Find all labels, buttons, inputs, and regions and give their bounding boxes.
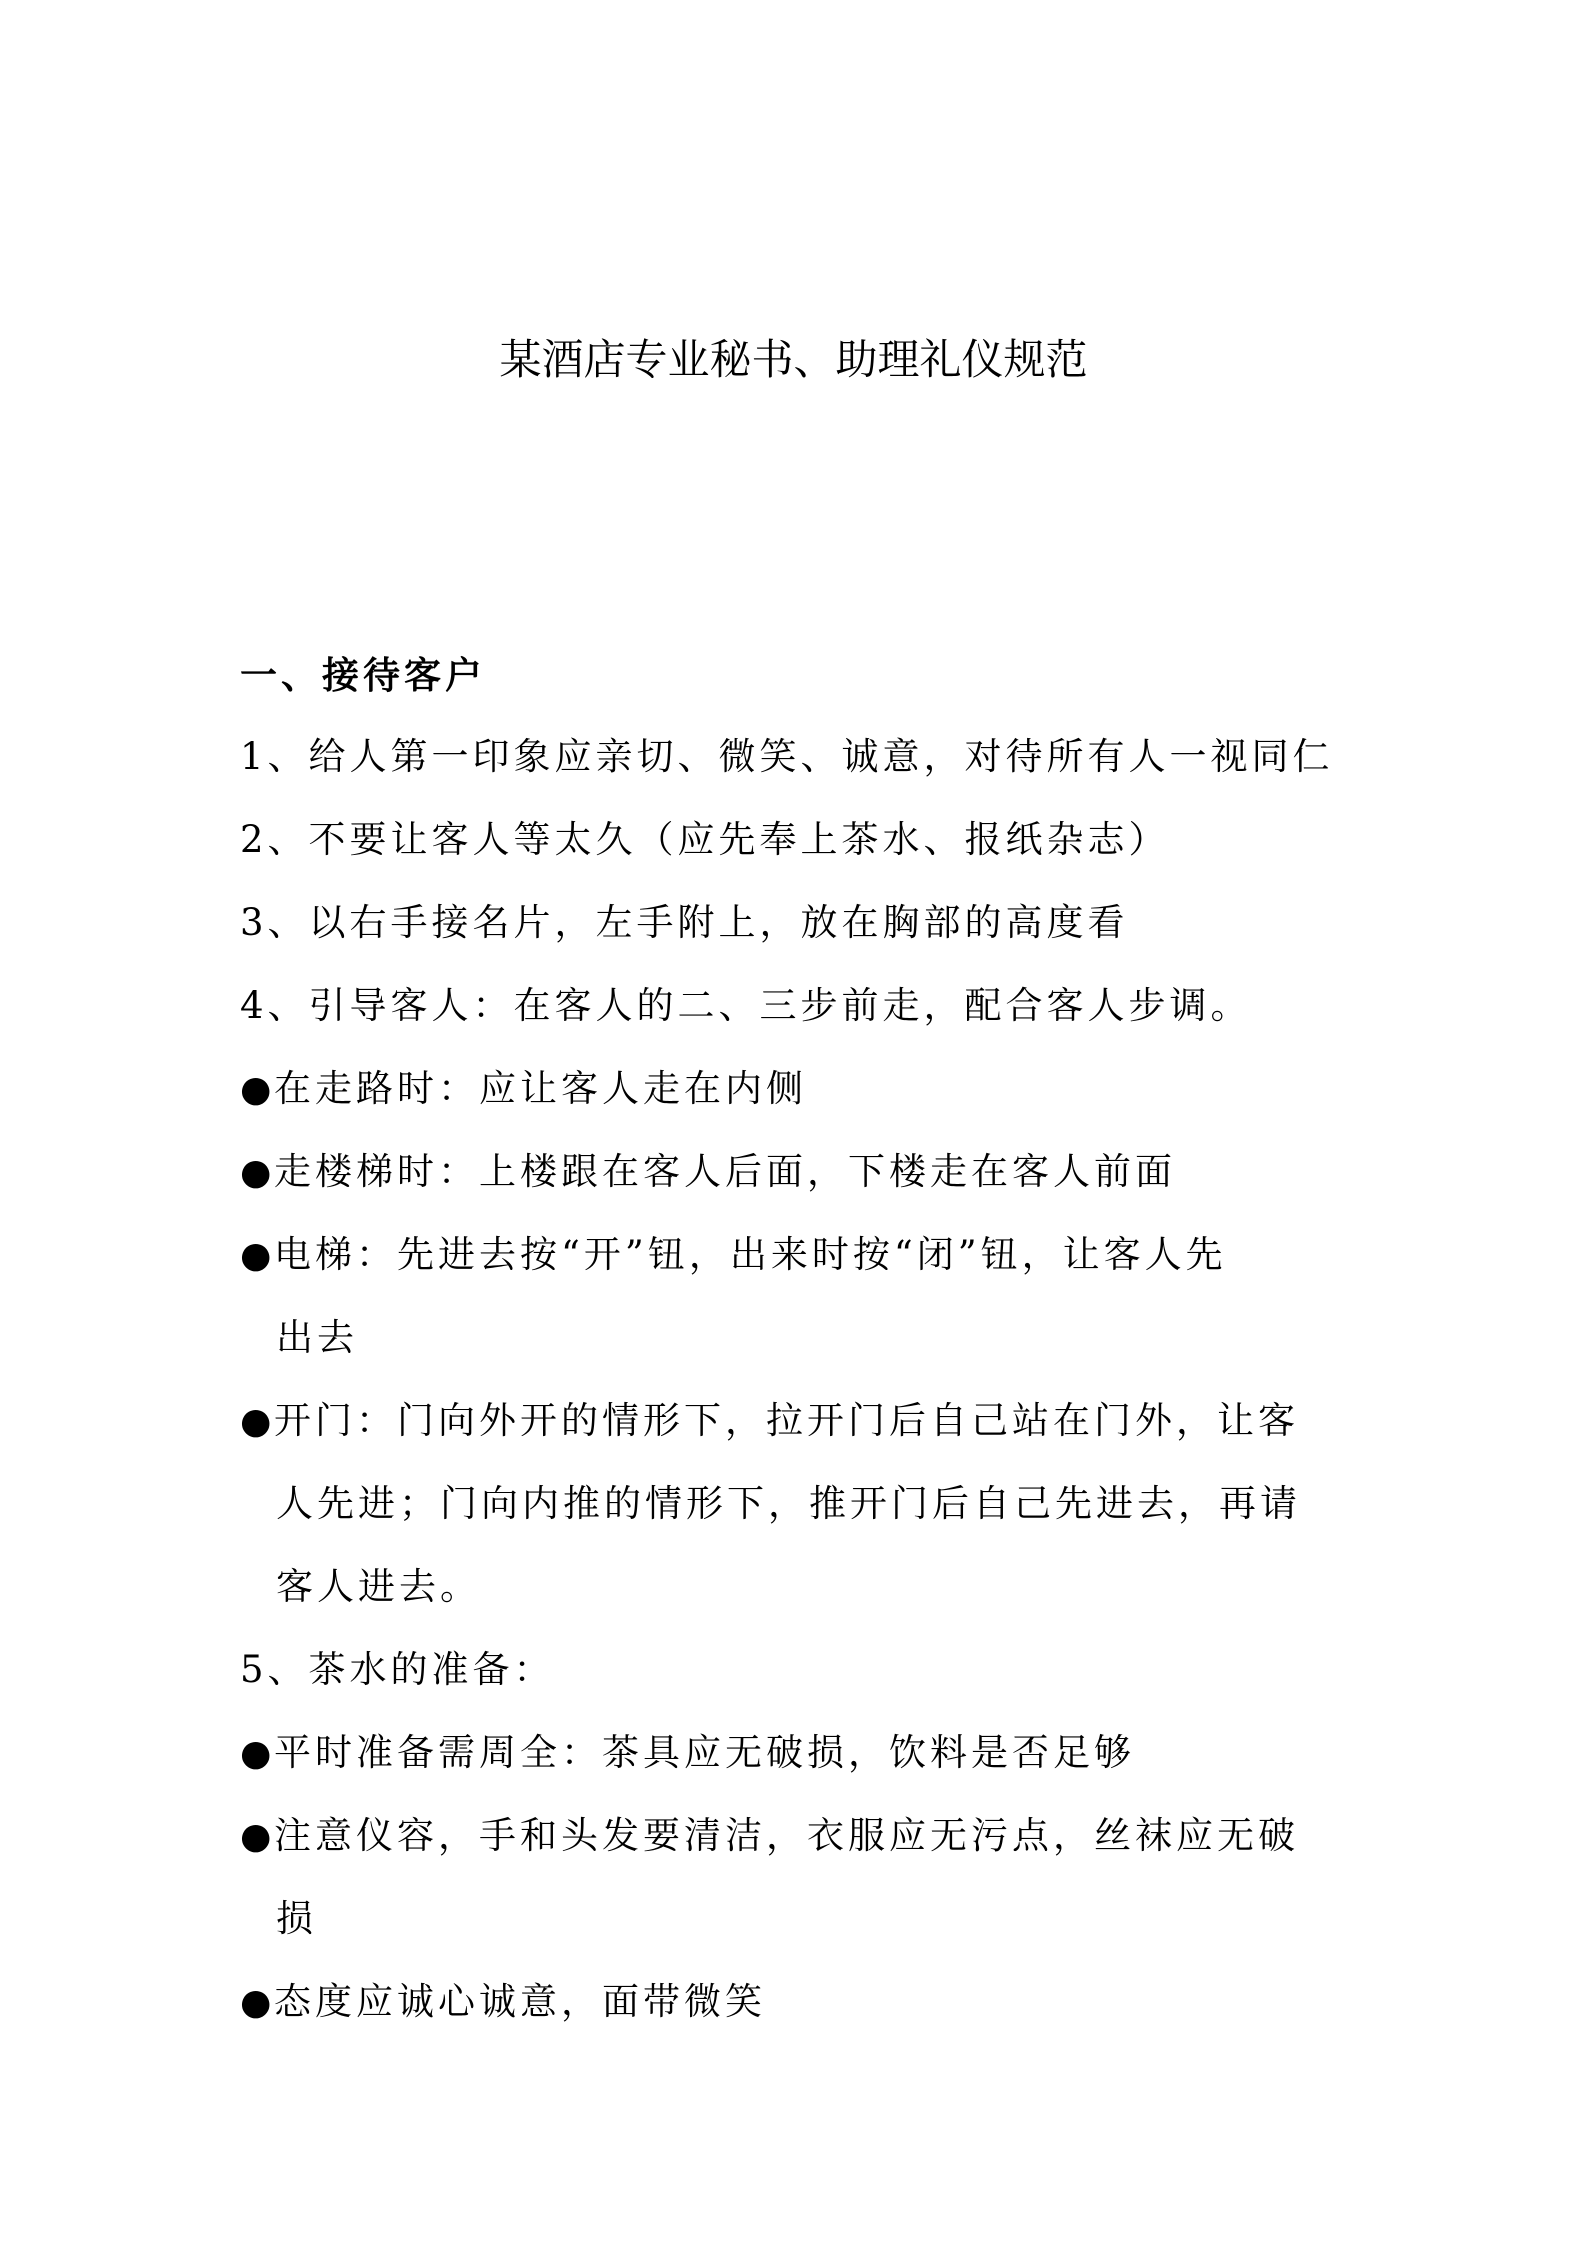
bullet-item-attitude <box>240 1972 766 2032</box>
section-heading: 一、接待客户 <box>240 653 486 697</box>
bullet-item-door <box>240 1391 1299 1451</box>
bullet-item-prepare <box>240 1723 1135 1783</box>
bullet-continuation: 人先进；门向内推的情形下，推开门后自己先进去，再请 <box>276 1482 1301 1525</box>
bullet-item-appearance <box>240 1806 1299 1866</box>
bullet-icon: ● <box>240 1401 276 1442</box>
bullet-text: 注意仪容，手和头发要清洁，衣服应无污点，丝袜应无破 <box>274 1814 1299 1857</box>
bullet-item-walking <box>240 1059 807 1119</box>
bullet-text: 平时准备需周全：茶具应无破损，饮料是否足够 <box>274 1731 1135 1774</box>
numbered-item-1: 1、给人第一印象应亲切、微笑、诚意，对待所有人一视同仁 <box>240 735 1334 778</box>
bullet-text: 开门：门向外开的情形下，拉开门后自己站在门外，让客 <box>274 1399 1299 1442</box>
numbered-item-4: 4、引导客人：在客人的二、三步前走，配合客人步调。 <box>240 984 1252 1027</box>
bullet-continuation: 客人进去。 <box>276 1565 481 1608</box>
bullet-icon: ● <box>240 1982 276 2023</box>
bullet-text: 走楼梯时：上楼跟在客人后面，下楼走在客人前面 <box>274 1150 1176 1193</box>
document-title: 某酒店专业秘书、助理礼仪规范 <box>499 335 1088 384</box>
bullet-item-stairs <box>240 1142 1176 1202</box>
bullet-icon: ● <box>240 1733 276 1774</box>
numbered-item-2: 2、不要让客人等太久（应先奉上茶水、报纸杂志） <box>240 818 1170 861</box>
bullet-icon: ● <box>240 1152 276 1193</box>
bullet-text: 电梯：先进去按“开”钮，出来时按“闭”钮，让客人先 <box>274 1233 1227 1276</box>
bullet-text: 态度应诚心诚意，面带微笑 <box>274 1980 766 2023</box>
bullet-continuation: 出去 <box>276 1316 358 1359</box>
bullet-text: 在走路时：应让客人走在内侧 <box>274 1067 807 1110</box>
bullet-icon: ● <box>240 1235 276 1276</box>
numbered-item-5: 5、茶水的准备： <box>240 1648 555 1691</box>
bullet-icon: ● <box>240 1069 276 1110</box>
bullet-item-elevator <box>240 1225 1227 1285</box>
bullet-icon: ● <box>240 1816 276 1857</box>
numbered-item-3: 3、以右手接名片，左手附上，放在胸部的高度看 <box>240 901 1129 944</box>
bullet-continuation: 损 <box>276 1897 317 1940</box>
